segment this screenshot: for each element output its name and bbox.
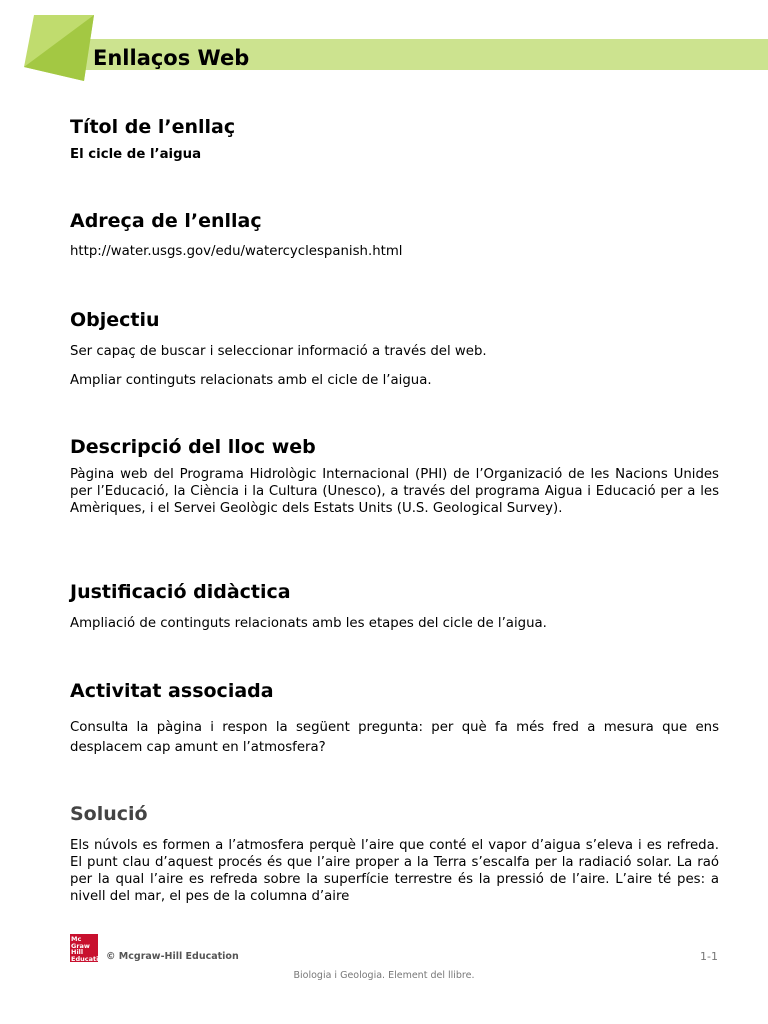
solution-text: Els núvols es formen a l’atmosfera perquè l’aire que conté el vapor d’aigua s’eleva i es refreda. El punt clau d’aquest procés és que l’aire proper a la Terra s’escalfa per la radiació solar. La raó per la qual l’aire es refreda sobre la superfície terrestre és la pressió de l’aire. L’aire té pes: a nivell del mar, el pes de la columna d’aire: [70, 838, 719, 904]
footer-copyright: © Mcgraw-Hill Education: [106, 951, 239, 962]
site-description-heading: Descripció del lloc web: [70, 436, 316, 458]
objective-line-1: Ser capaç de buscar i seleccionar informació a través del web.: [70, 344, 487, 359]
link-address-heading: Adreça de l’enllaç: [70, 210, 262, 232]
associated-activity-text: Consulta la pàgina i respon la següent pregunta: per què fa més fred a mesura que ens desplacem cap amunt en l’atmosfera?: [70, 720, 719, 755]
solution-text-container: [70, 837, 719, 904]
didactic-justification-text: Ampliació de continguts relacionats amb les etapes del cicle de l’aigua.: [70, 616, 547, 631]
header-logo-icon: [24, 15, 94, 81]
publisher-logo-text: Mc Graw Hill Education: [71, 935, 108, 963]
objective-line-2: Ampliar continguts relacionats amb el cicle de l’aigua.: [70, 373, 432, 388]
site-description-text: Pàgina web del Programa Hidrològic Internacional (PHI) de l’Organizació de les Nacions Unides per l’Educació, la Ciència i la Cultura (Unesco), a través del programa Aigua i Educació per a les Amèriques, i el Servei Geològic dels Estats Units (U.S. Geological Survey).: [70, 467, 719, 516]
link-address-value[interactable]: http://water.usgs.gov/edu/watercyclespanish.html: [70, 244, 403, 259]
footer-page-number: 1-1: [700, 950, 718, 963]
publisher-logo: [70, 934, 108, 963]
link-title-value: El cicle de l’aigua: [70, 147, 202, 162]
link-title-heading: Títol de l’enllaç: [70, 116, 236, 138]
objective-heading: Objectiu: [70, 309, 160, 331]
solution-heading: Solució: [70, 803, 148, 825]
didactic-justification-heading: Justificació didàctica: [70, 581, 291, 603]
page-title: Enllaços Web: [93, 46, 250, 70]
associated-activity-heading: Activitat associada: [70, 680, 274, 702]
footer-caption: Biologia i Geologia. Element del llibre.: [293, 970, 475, 981]
